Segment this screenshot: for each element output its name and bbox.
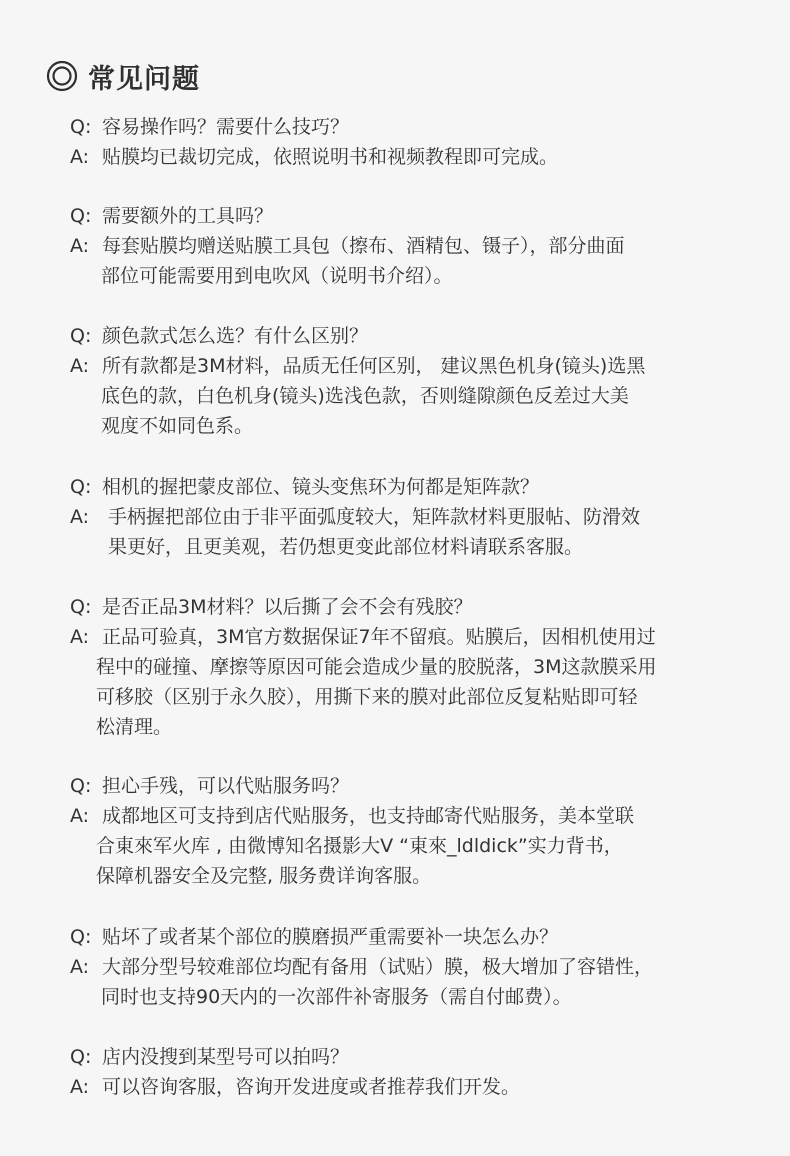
answer-prefix: A: [70, 956, 90, 978]
answer-continuation: 同时也支持90天内的一次部件补寄服务（需自付邮费）。 [101, 986, 572, 1008]
answer-continuation: 保障机器安全及完整, 服务费详询客服。 [96, 865, 432, 887]
question-row [70, 771, 770, 801]
answer-continuation: 果更好，且更美观，若仍想更变此部位材料请联系客服。 [108, 536, 584, 558]
question-prefix: Q: [70, 476, 92, 498]
answer-row [70, 952, 770, 982]
answer-row [70, 502, 770, 532]
answer-continuation: 合東來军火库 , 由微博知名摄影大V “東來_ldldick”实力背书， [96, 835, 623, 857]
answer-text: 贴膜均已裁切完成，依照说明书和视频教程即可完成。 [102, 146, 559, 168]
answer-continuation: 程中的碰撞、摩擦等原因可能会造成少量的胶脱落，3M这款膜采用 [96, 656, 657, 678]
section-header [46, 56, 200, 96]
answer-text: 手柄握把部位由于非平面弧度较大，矩阵款材料更服帖、防滑效 [102, 506, 641, 528]
question-prefix: Q: [70, 775, 92, 797]
question-row [70, 321, 770, 351]
answer-text: 所有款都是3M材料，品质无任何区别， 建议黑色机身(镜头)选黑 [102, 355, 646, 377]
answer-text: 大部分型号较难部位均配有备用（试贴）膜，极大增加了容错性， [102, 956, 654, 978]
question-row [70, 922, 770, 952]
answer-row [70, 231, 770, 261]
answer-continuation: 部位可能需要用到电吹风（说明书介绍）。 [101, 265, 453, 287]
answer-prefix: A: [70, 235, 90, 257]
question-prefix: Q: [70, 116, 92, 138]
question-row [70, 201, 770, 231]
faq-item [70, 112, 770, 172]
answer-row [70, 351, 770, 381]
answer-text: 可以咨询客服，咨询开发进度或者推荐我们开发。 [102, 1076, 521, 1098]
question-text: 是否正品3M材料？以后撕了会不会有残胶？ [102, 596, 473, 618]
faq-item [70, 592, 770, 742]
answer-row [70, 801, 770, 831]
answer-row [70, 622, 770, 652]
question-prefix: Q: [70, 325, 92, 347]
faq-item [70, 771, 770, 891]
faq-item [70, 472, 770, 562]
question-text: 担心手残，可以代贴服务吗？ [102, 775, 350, 797]
answer-text: 成都地区可支持到店代贴服务，也支持邮寄代贴服务，美本堂联 [102, 805, 635, 827]
answer-continuation: 可移胶（区别于永久胶），用撕下来的膜对此部位反复粘贴即可轻 [96, 686, 638, 708]
faq-item [70, 321, 770, 441]
answer-continuation: 底色的款，白色机身(镜头)选浅色款，否则缝隙颜色反差过大美 [101, 385, 629, 407]
question-text: 颜色款式怎么选？有什么区别？ [102, 325, 369, 347]
answer-prefix: A: [70, 805, 90, 827]
question-text: 容易操作吗？需要什么技巧？ [102, 116, 350, 138]
answer-text: 正品可验真，3M官方数据保证7年不留痕。贴膜后，因相机使用过 [102, 626, 656, 648]
question-row [70, 112, 770, 142]
question-text: 相机的握把蒙皮部位、镜头变焦环为何都是矩阵款？ [102, 476, 540, 498]
answer-prefix: A: [70, 1076, 90, 1098]
question-text: 贴坏了或者某个部位的膜磨损严重需要补一块怎么办？ [102, 926, 559, 948]
answer-prefix: A: [70, 506, 90, 528]
answer-row [70, 142, 770, 172]
page-title: 常见问题 [88, 63, 200, 95]
answer-prefix: A: [70, 355, 90, 377]
answer-continuation: 观度不如同色系。 [101, 415, 254, 437]
faq-item [70, 201, 770, 291]
question-row [70, 472, 770, 502]
double-circle-icon [46, 60, 78, 92]
question-prefix: Q: [70, 596, 92, 618]
answer-prefix: A: [70, 146, 90, 168]
question-text: 需要额外的工具吗？ [102, 205, 274, 227]
question-text: 店内没搜到某型号可以拍吗？ [102, 1046, 350, 1068]
question-row [70, 592, 770, 622]
answer-continuation: 松清理。 [96, 716, 173, 738]
question-prefix: Q: [70, 926, 92, 948]
question-prefix: Q: [70, 205, 92, 227]
faq-item [70, 1042, 770, 1102]
faq-item [70, 922, 770, 1012]
question-prefix: Q: [70, 1046, 92, 1068]
question-row [70, 1042, 770, 1072]
answer-text: 每套贴膜均赠送贴膜工具包（擦布、酒精包、镊子），部分曲面 [102, 235, 625, 257]
answer-row [70, 1072, 770, 1102]
answer-prefix: A: [70, 626, 90, 648]
